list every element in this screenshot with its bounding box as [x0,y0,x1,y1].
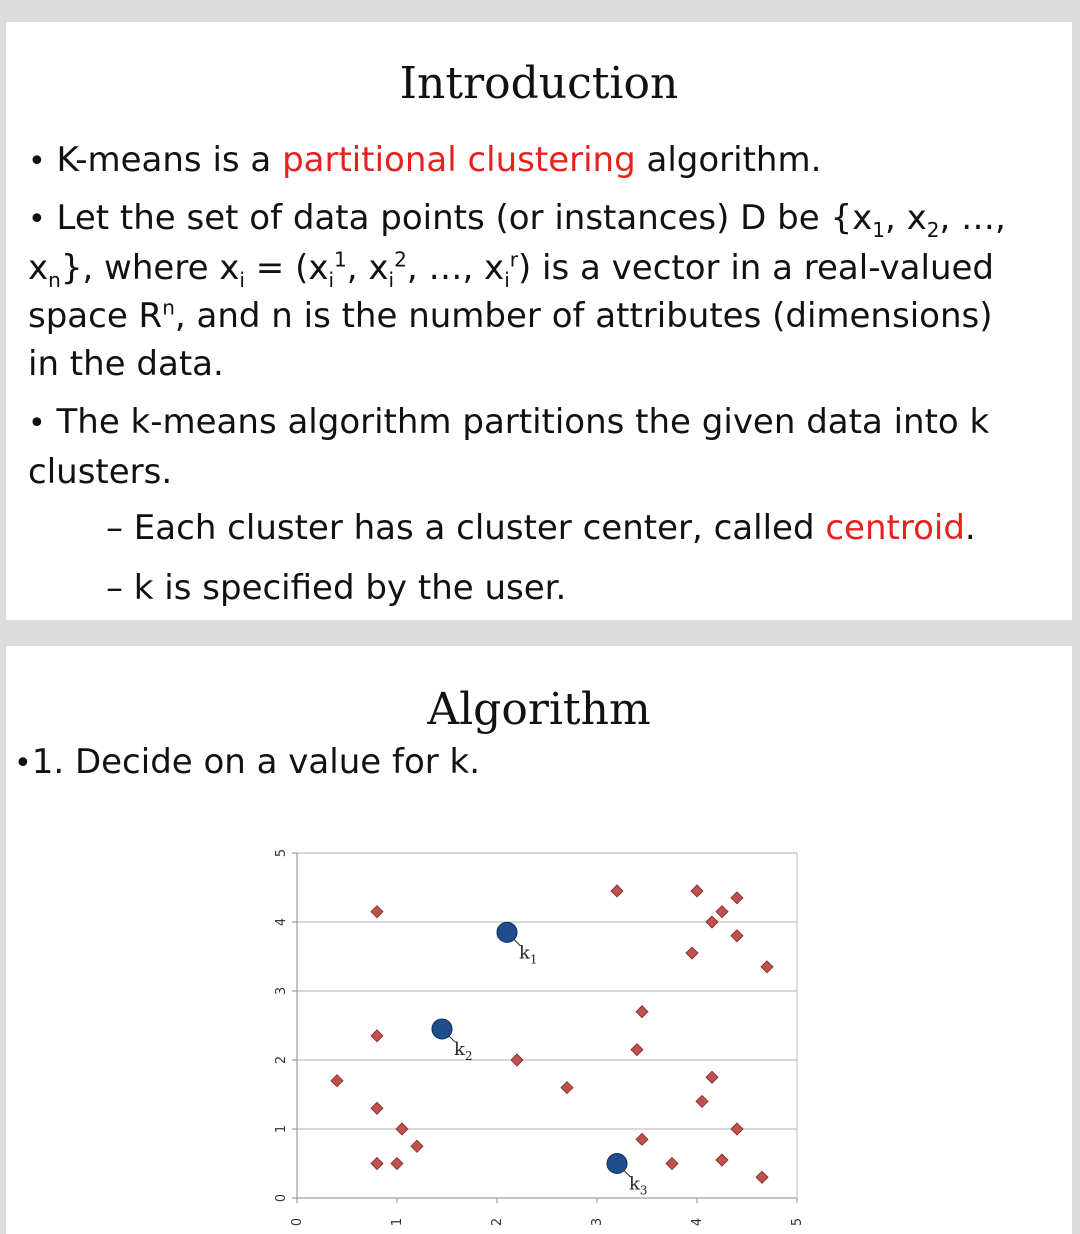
text-run: clusters. [28,452,173,492]
text-run: , and n is the number of attributes (dimensions) [174,296,993,336]
data-point [631,1044,643,1056]
bullet-dot: • [28,144,46,179]
y-tick-label: 2 [274,1055,289,1065]
highlight-term: centroid [825,508,965,548]
text-run: , …, [939,198,1006,238]
data-point [731,930,743,942]
text-run: }, where x [60,248,240,288]
data-point [371,1030,383,1042]
bullet-text: algorithm. [635,140,822,180]
sub-bullet-centroid [106,504,976,552]
highlight-term: partitional clustering [282,140,636,180]
data-point [611,885,623,897]
bullet-dot: • [28,202,46,237]
data-point [666,1158,678,1170]
centroid-marker [432,1019,452,1039]
slide-title: Algorithm [427,684,651,735]
superscript: 2 [394,247,407,272]
data-point [411,1140,423,1152]
slide-title: Introduction [399,58,679,109]
x-tick-label: 5 [790,1217,805,1227]
text-run: , x [346,248,389,288]
text-run: in the data. [28,344,224,384]
bullet-dot: • [14,746,32,781]
data-point [706,1071,718,1083]
text-run: ) is a vector in a real-valued [517,248,995,288]
text-run: = (x [244,248,329,288]
centroid-label: $k_3$ [629,1173,648,1198]
data-point [731,1123,743,1135]
text-run: , …, x [406,248,505,288]
x-tick-label: 3 [590,1217,605,1227]
x-tick-label: 4 [690,1217,705,1227]
text-run: Let the set of data points (or instances) D be {x [56,198,873,238]
data-point [636,1006,648,1018]
data-point [696,1095,708,1107]
text-run: . [964,508,976,548]
bullet-line [28,448,1058,496]
data-point [371,1158,383,1170]
data-point [756,1171,768,1183]
text-run: The k-means algorithm partitions the given data into k [56,402,990,442]
y-tick-label: 1 [274,1124,289,1134]
data-point [731,892,743,904]
sub-bullet-k-user [106,564,566,612]
x-tick-label: 2 [490,1217,505,1227]
plot-area [297,853,797,1198]
dash: – [106,508,123,548]
bullet-line [28,398,1058,448]
data-point [716,906,728,918]
data-point [761,961,773,973]
y-tick-label: 5 [274,848,289,858]
bullet-line [28,244,1058,292]
centroid-marker [497,922,517,942]
bullet-dot: • [28,406,46,441]
bullet-text: K-means is a [56,140,283,180]
text-run: x [28,248,49,288]
subscript: i [388,267,395,292]
y-tick-label: 4 [274,917,289,927]
centroid-label-subscript: 2 [464,1048,473,1063]
centroid-label-subscript: 1 [529,952,538,967]
y-tick-label: 3 [274,986,289,996]
subscript: i [328,267,335,292]
text-run: Each cluster has a cluster center, called [123,508,826,548]
data-point [511,1054,523,1066]
bullet-line [28,194,1058,244]
data-point [706,916,718,928]
centroid-label: $k_1$ [519,942,538,967]
data-point [371,906,383,918]
text-run: 1. Decide on a value for k. [31,742,481,782]
subscript: 1 [872,217,885,242]
superscript: r [509,247,518,272]
data-point [371,1102,383,1114]
subscript: n [48,267,61,292]
slide-introduction [6,22,1072,620]
data-point [716,1154,728,1166]
subscript: 2 [926,217,940,242]
data-point [391,1158,403,1170]
data-point [331,1075,343,1087]
centroid-label-subscript: 3 [639,1183,648,1198]
centroid-label: $k_2$ [454,1038,473,1063]
text-run: space R [28,296,163,336]
dash: – [106,568,123,608]
subscript: i [239,267,245,292]
slide-algorithm [6,646,1072,1234]
bullet-kmeans-definition [28,136,821,186]
subscript: i [504,267,510,292]
data-point [686,947,698,959]
bullet-line [28,292,1058,340]
data-point [396,1123,408,1135]
bullet-data-points [28,194,1058,388]
y-tick-label: 0 [274,1193,289,1203]
data-point [691,885,703,897]
bullet-partitions [28,398,1058,496]
kmeans-scatter-chart [6,646,1072,1234]
data-point [636,1133,648,1145]
text-run: , x [884,198,927,238]
data-point [561,1082,573,1094]
text-run: k is specified by the user. [123,568,567,608]
x-tick-label: 1 [390,1217,405,1227]
bullet-line [28,340,1058,388]
superscript: n [162,295,175,320]
superscript: 1 [334,247,347,272]
x-tick-label: 0 [290,1217,305,1227]
